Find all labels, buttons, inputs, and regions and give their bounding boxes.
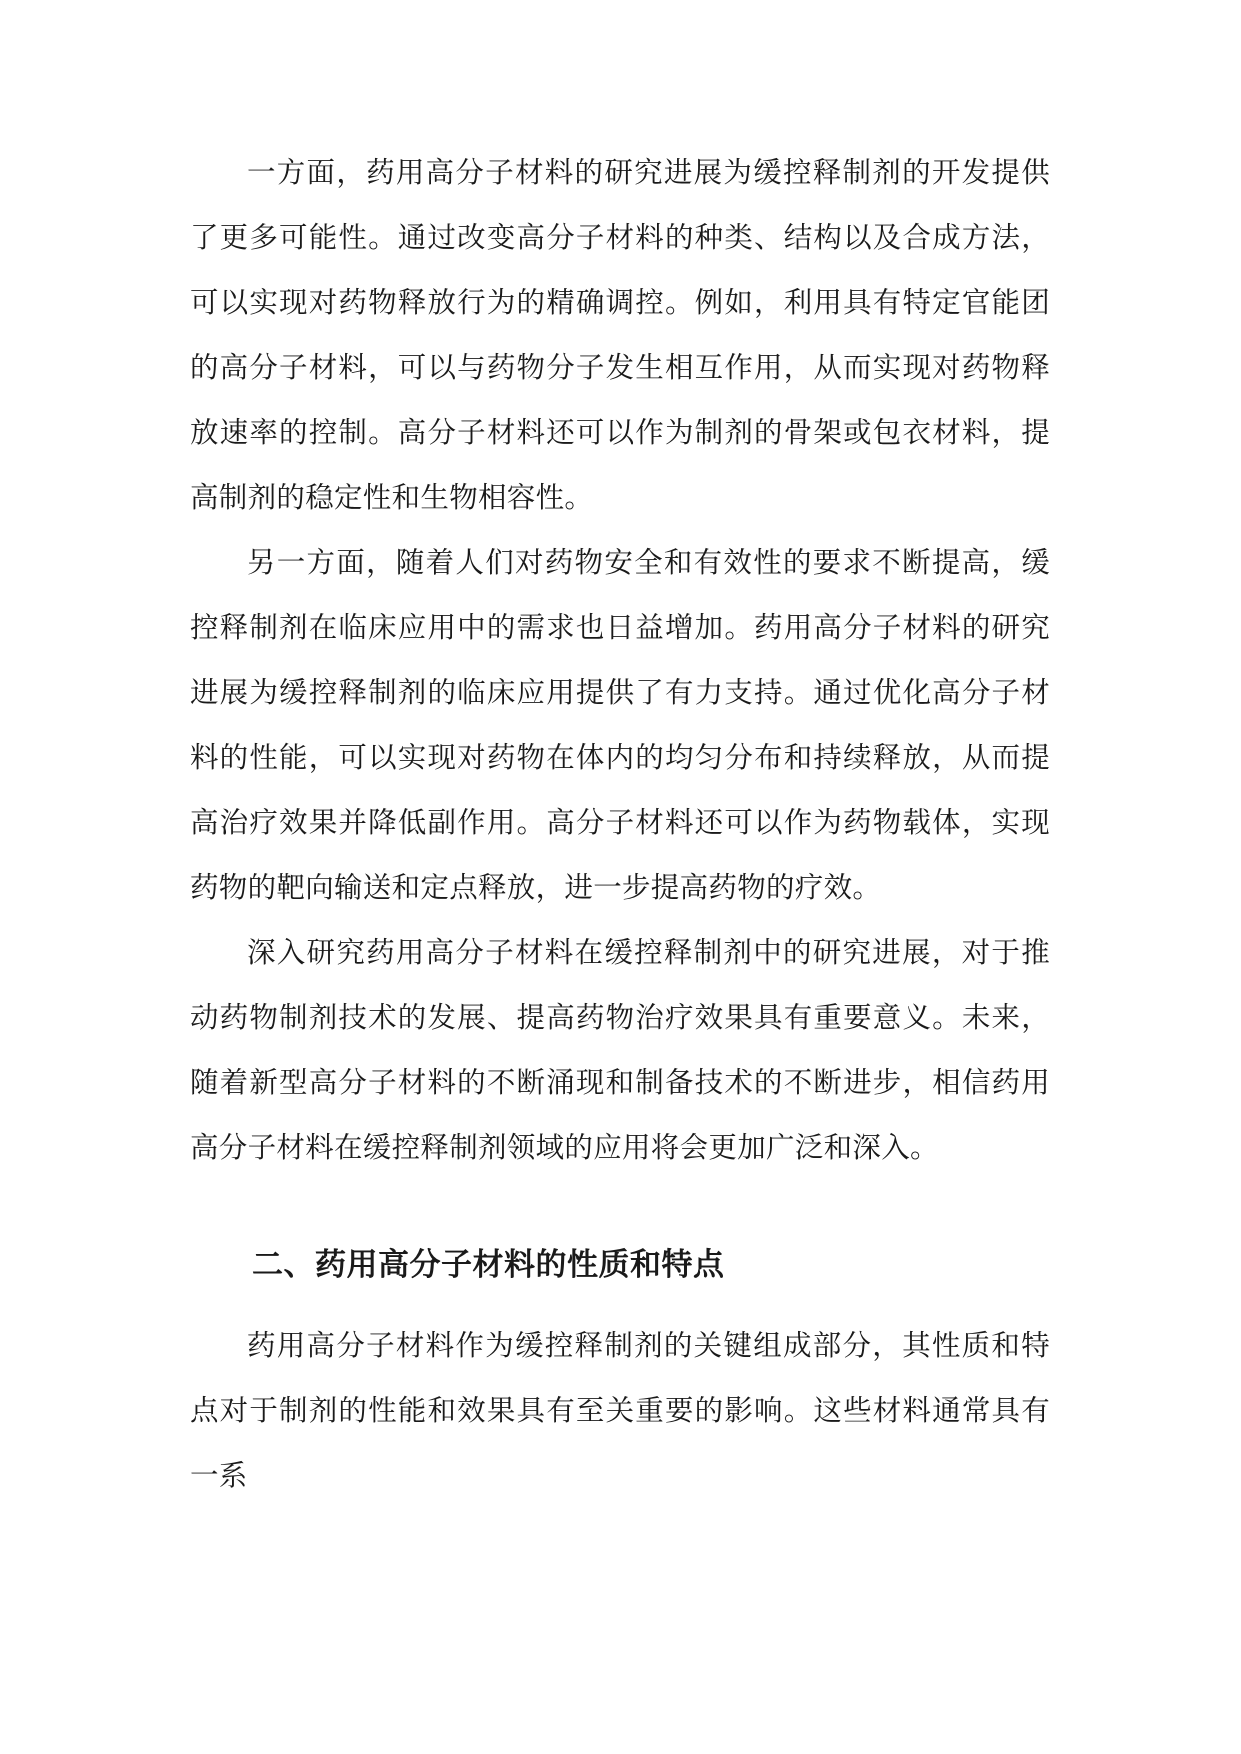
- paragraph-2: 另一方面，随着人们对药物安全和有效性的要求不断提高，缓控释制剂在临床应用中的需求也日益增加。药用高分子材料的研究进展为缓控释制剂的临床应用提供了有力支持。通过优化高分子材料的性能，可以实现对药物在体内的均匀分布和持续释放，从而提高治疗效果并降低副作用。高分子材料还可以作为药物载体，实现药物的靶向输送和定点释放，进一步提高药物的疗效。: [190, 546, 1050, 904]
- section-heading: 二、药用高分子材料的性质和特点: [252, 1247, 725, 1283]
- paragraph-4: 药用高分子材料作为缓控释制剂的关键组成部分，其性质和特点对于制剂的性能和效果具有至关重要的影响。这些材料通常具有一系: [190, 1329, 1050, 1492]
- paragraph-1: 一方面，药用高分子材料的研究进展为缓控释制剂的开发提供了更多可能性。通过改变高分子材料的种类、结构以及合成方法，可以实现对药物释放行为的精确调控。例如，利用具有特定官能团的高分子材料，可以与药物分子发生相互作用，从而实现对药物释放速率的控制。高分子材料还可以作为制剂的骨架或包衣材料，提高制剂的稳定性和生物相容性。: [190, 156, 1050, 514]
- document-body: [190, 140, 1050, 1508]
- paragraph-3: 深入研究药用高分子材料在缓控释制剂中的研究进展，对于推动药物制剂技术的发展、提高药物治疗效果具有重要意义。未来，随着新型高分子材料的不断涌现和制备技术的不断进步，相信药用高分子材料在缓控释制剂领域的应用将会更加广泛和深入。: [190, 936, 1050, 1164]
